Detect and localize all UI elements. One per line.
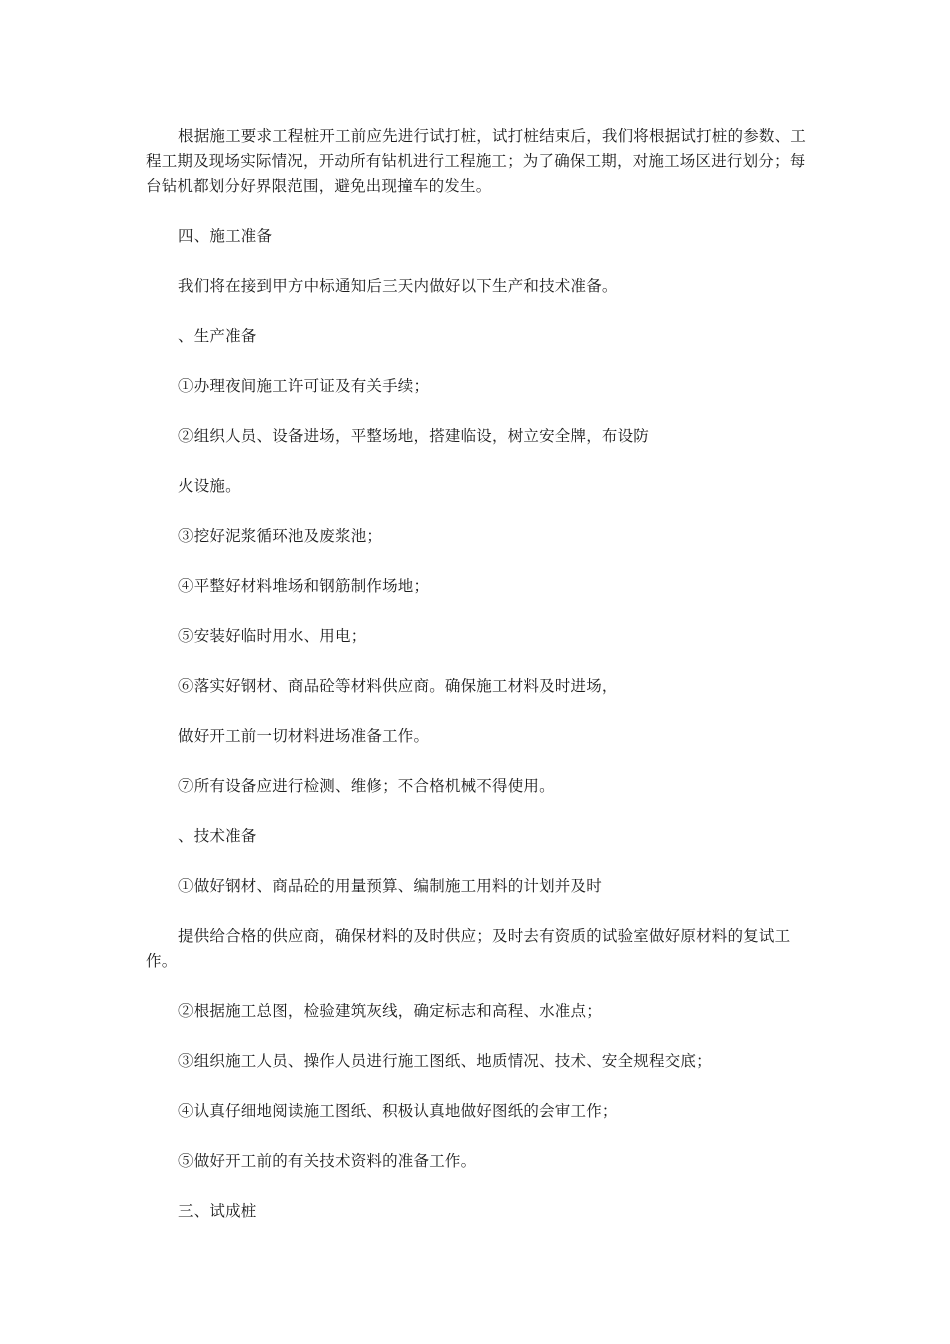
production-item: ⑦所有设备应进行检测、维修；不合格机械不得使用。 [178,777,555,795]
technical-item: ②根据施工总图，检验建筑灰线，确定标志和高程、水准点； [178,1002,602,1020]
technical-item: ③组织施工人员、操作人员进行施工图纸、地质情况、技术、安全规程交底； [178,1052,712,1070]
section-three-heading: 三、试成桩 [178,1202,257,1220]
production-item-continuation: 做好开工前一切材料进场准备工作。 [178,727,430,745]
section-four-heading: 四、施工准备 [178,227,273,245]
technical-item-continuation: 提供给合格的供应商，确保材料的及时供应；及时去有资质的试验室做好原材料的复试工作。 [146,927,791,970]
technical-item: ①做好钢材、商品砼的用量预算、编制施工用料的计划并及时 [178,877,602,895]
production-heading: 、生产准备 [178,327,257,345]
production-item: ②组织人员、设备进场，平整场地，搭建临设，树立安全牌，布设防 [178,427,650,445]
technical-item: ④认真仔细地阅读施工图纸、积极认真地做好图纸的会审工作； [178,1102,618,1120]
intro-paragraph: 根据施工要求工程桩开工前应先进行试打桩，试打桩结束后，我们将根据试打桩的参数、工程工期及现场实际情况，开动所有钻机进行工程施工；为了确保工期，对施工场区进行划分；每台钻机都划分好界限范围，避免出现撞车的发生。 [146,127,807,195]
production-item: ①办理夜间施工许可证及有关手续； [178,377,430,395]
technical-item: ⑤做好开工前的有关技术资料的准备工作。 [178,1152,477,1170]
technical-heading: 、技术准备 [178,827,257,845]
section-four-intro: 我们将在接到甲方中标通知后三天内做好以下生产和技术准备。 [178,277,618,295]
production-item: ⑤安装好临时用水、用电； [178,627,367,645]
production-item: ④平整好材料堆场和钢筋制作场地； [178,577,430,595]
production-item-continuation: 火设施。 [178,477,241,495]
production-item: ③挖好泥浆循环池及废浆池； [178,527,383,545]
production-item: ⑥落实好钢材、商品砼等材料供应商。确保施工材料及时进场， [178,677,618,695]
